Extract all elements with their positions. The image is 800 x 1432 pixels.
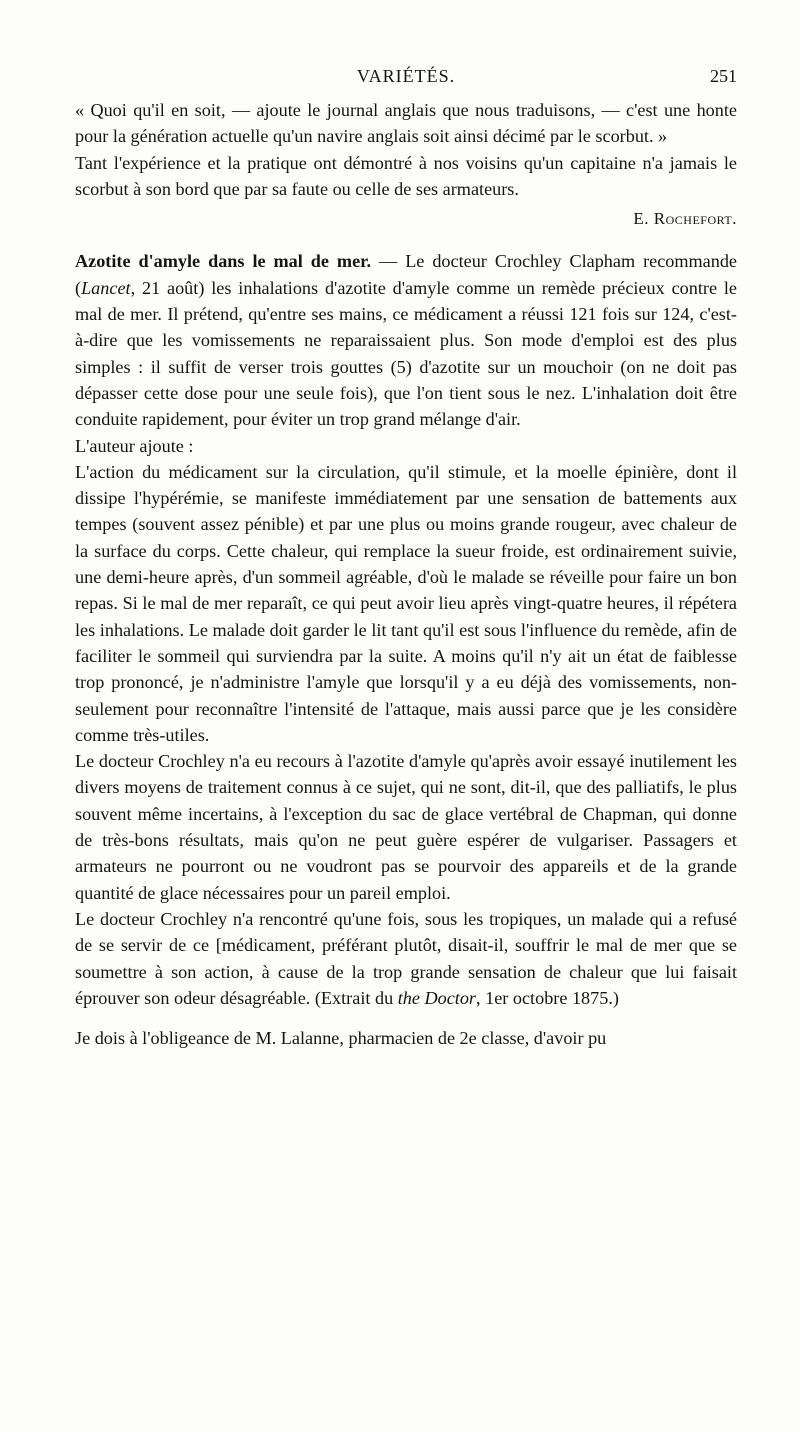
signature-name: Rochefort. — [653, 209, 737, 229]
paragraph: L'auteur ajoute : — [75, 435, 194, 456]
signature-initial: E. — [633, 209, 650, 229]
article-text: , 21 août) les inhalations d'azotite d'amyle comme un remède précieux contre le mal de mer. Il prétend, qu'entre ses mains, ce médicament a réussi 121 fois sur 124, c'est-à-dire que les vomissements ne reparaissaient plus. Son mode d'emploi est des plus simples : il suffit de verser trois gouttes (5) d'azotite sur un mouchoir (on ne doit pas dépasser cette dose pour une seule fois), que l'on tient sous le nez. L'inhalation doit être conduite rapidement, pour éviter un trop grand mélange d'air. — [75, 277, 737, 430]
article-title: Azotite d'amyle dans le mal de mer. — [75, 251, 372, 272]
paragraph — [75, 906, 737, 1011]
paragraph-text: Le docteur Crochley n'a rencontré qu'une fois, sous les tropiques, un malade qui a refusé de se servir de ce [médicament, préférant plutôt, disait-il, souffrir le mal de mer que se soumettre à son action, à cause de la trop grande sensation de chaleur que lui faisait éprouver son odeur désagréable. (Extrait du — [75, 908, 737, 1008]
section-gap — [75, 1011, 737, 1025]
section-gap — [75, 232, 737, 248]
paragraph: L'action du médicament sur la circulation, qu'il stimule, et la moelle épinière, dont il dissipe l'hypérémie, se manifeste immédiatement par une sensation de battements aux tempes (souvent assez pénible) et par une plus ou moins grande rougeur, avec chaleur de la surface du corps. Cette chaleur, qui remplace la sueur froide, est ordinairement suivie, une demi-heure après, d'un sommeil agréable, d'où le malade se réveille pour faire un bon repas. Si le mal de mer reparaît, ce qui peut avoir lieu après vingt-quatre heures, il répétera les inhalations. Le malade doit garder le lit tant qu'il est sous l'influence du remède, afin de faciliter le sommeil qui surviendra par la suite. A moins qu'il n'y ait un état de faiblesse trop prononcé, je n'administre l'amyle que lorsqu'il y a eu déjà des vomissements, non-seulement pour reconnaître l'intensité de l'attaque, mais aussi parce que je les considère comme très-utiles. — [75, 461, 737, 745]
article-text: — Le docteur Crochley Clapham recommande ( — [75, 251, 737, 298]
quote-paragraph: « Quoi qu'il en soit, — ajoute le journal anglais que nous traduisons, — c'est une honte pour la génération actuelle qu'un navire anglais soit ainsi décimé par le scorbut. » — [75, 100, 737, 147]
journal-name: Lancet — [81, 277, 131, 298]
page-body — [75, 97, 737, 1051]
article-paragraph — [75, 248, 737, 432]
paragraph: Tant l'expérience et la pratique ont démontré à nos voisins qu'un capitaine n'a jamais le scorbut à son bord que par sa faute ou celle de ses armateurs. — [75, 152, 737, 199]
journal-name: the Doctor — [397, 987, 477, 1008]
running-head — [75, 66, 737, 92]
paragraph: Je dois à l'obligeance de M. Lalanne, pharmacien de 2e classe, d'avoir pu — [75, 1028, 607, 1049]
paragraph-text: , 1er octobre 1875.) — [476, 987, 619, 1008]
section-title: VARIÉTÉS. — [356, 66, 456, 86]
page-number: 251 — [710, 66, 737, 86]
paragraph: Le docteur Crochley n'a eu recours à l'azotite d'amyle qu'après avoir essayé inutilement les divers moyens de traitement connus à ce sujet, qui ne sont, dit-il, que des palliatifs, le plus souvent même incertains, à l'exception du sac de glace vertébral de Chapman, qui donne de très-bons résultats, mais qu'on ne peut guère espérer de vulgariser. Passagers et armateurs ne pourront ou ne voudront pas se pourvoir des appareils et de la grande quantité de glace nécessaires pour un pareil emploi. — [75, 751, 737, 903]
author-signature — [75, 206, 737, 232]
